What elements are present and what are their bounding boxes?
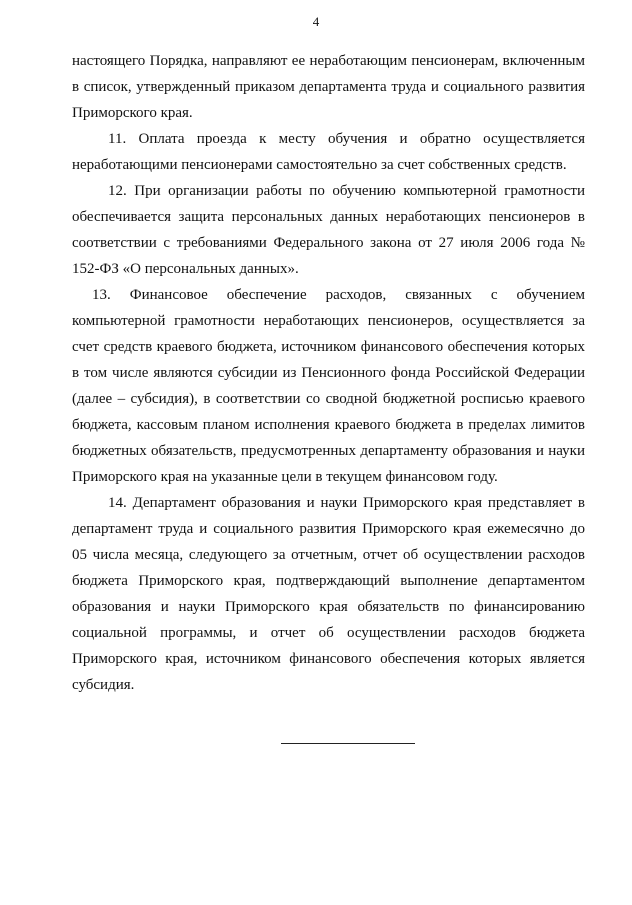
paragraph-11: 11. Оплата проезда к месту обучения и обратно осуществляется неработающими пенсионерами самостоятельно за счет собственных средств. (72, 131, 585, 173)
document-body (72, 48, 585, 698)
paragraph-continuation: настоящего Порядка, направляют ее неработающим пенсионерам, включенным в список, утвержденный приказом департамента труда и социального развития Приморского края. (72, 53, 585, 121)
paragraph-12: 12. При организации работы по обучению компьютерной грамотности обеспечивается защита персональных данных неработающих пенсионеров в соответствии с требованиями Федерального закона от 27 июля 2006 года № 152-ФЗ «О персональных данных». (72, 183, 585, 277)
paragraph-13: 13. Финансовое обеспечение расходов, связанных с обучением компьютерной грамотности неработающих пенсионеров, осуществляется за счет средств краевого бюджета, источником финансового обеспечения которых в том числе являются субсидии из Пенсионного фонда Российской Федерации (далее – субсидия), в соответствии со сводной бюджетной росписью краевого бюджета, кассовым планом исполнения краевого бюджета в пределах лимитов бюджетных обязательств, предусмотренных департаменту образования и науки Приморского края на указанные цели в текущем финансовом году. (72, 287, 585, 485)
paragraph-14: 14. Департамент образования и науки Приморского края представляет в департамент труда и социального развития Приморского края ежемесячно до 05 числа месяца, следующего за отчетным, отчет об осуществлении расходов бюджета Приморского края, подтверждающий выполнение департаментом образования и науки Приморского края обязательств по финансированию социальной программы, и отчет об осуществлении расходов бюджета Приморского края, источником финансового обеспечения которых является субсидия. (72, 495, 585, 693)
page-number: 4 (312, 14, 320, 29)
document-end-line (281, 743, 415, 744)
